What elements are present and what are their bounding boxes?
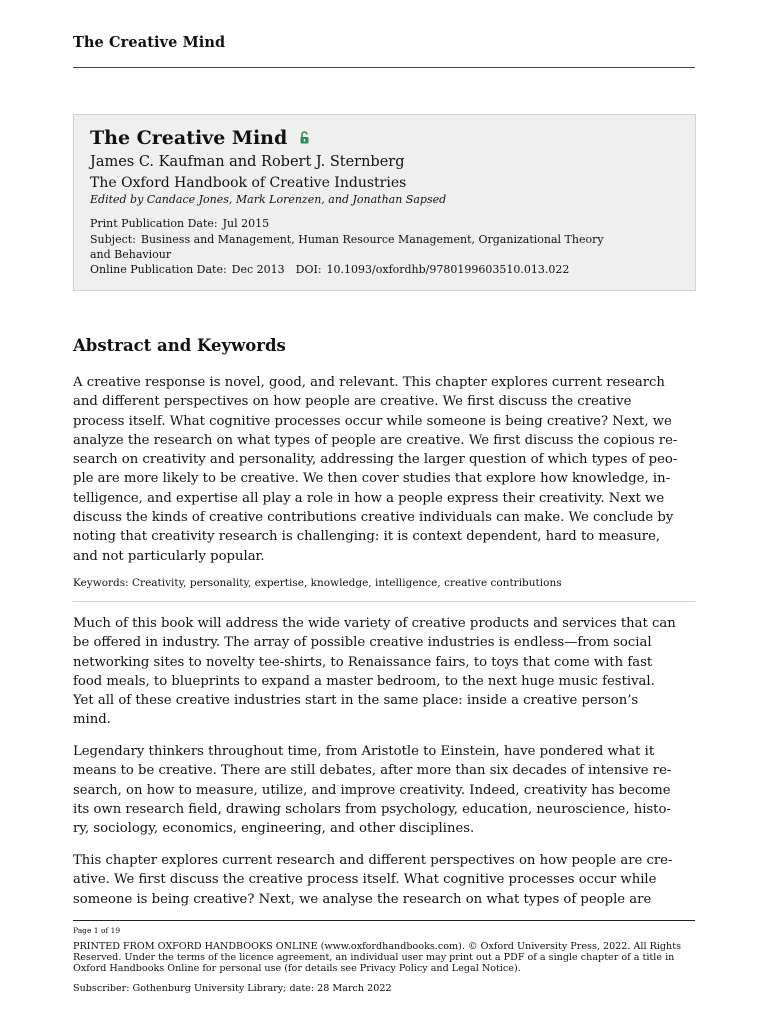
online-publication-value: Dec 2013 — [231, 263, 285, 276]
text-line: ple are more likely to be creative. We then cover studies that explore how knowledge, in- — [73, 471, 671, 487]
body-paragraph-2 — [73, 742, 698, 838]
text-line: process itself. What cognitive processes occur while someone is being creative? Next, we — [73, 413, 672, 429]
chapter-authors[interactable]: James C. Kaufman and Robert J. Sternberg — [90, 154, 405, 170]
print-publication-date — [90, 217, 269, 231]
text-line: means to be creative. There are still debates, after more than six decades of intensive re- — [73, 763, 672, 779]
text-line: This chapter explores current research and different perspectives on how people are cre- — [73, 853, 673, 868]
abstract-heading: Abstract and Keywords — [73, 336, 286, 355]
chapter-metadata-box — [73, 114, 696, 291]
chapter-title-row — [90, 127, 309, 149]
text-line: ry, sociology, economics, engineering, and other disciplines. — [73, 821, 475, 837]
book-title: The Oxford Handbook of Creative Industries — [90, 175, 407, 191]
body-paragraph-1 — [73, 614, 698, 730]
open-access-lock-icon — [300, 127, 309, 149]
print-publication-value: Jul 2015 — [222, 217, 270, 230]
text-line: Yet all of these creative industries start in the same place: inside a creative person’s — [73, 693, 639, 709]
text-line: Much of this book will address the wide variety of creative products and services that can — [73, 616, 676, 631]
subject-value: Business and Management, Human Resource Management, Organizational Theory — [140, 233, 604, 246]
text-line: analyze the research on what types of people are creative. We first discuss the copious re- — [73, 432, 678, 448]
running-head: The Creative Mind — [73, 34, 226, 51]
text-line: and not particularly popular. — [73, 548, 265, 564]
online-publication-label: Online Publication Date: — [90, 263, 227, 276]
print-notice-line: Reserved. Under the terms of the licence agreement, an individual user may print out a PDF of a single chapter of a title in — [73, 952, 675, 963]
print-notice-line: Oxford Handbooks Online for personal use (for details see Privacy Policy and Legal Notice). — [73, 963, 521, 974]
print-publication-label: Print Publication Date: — [90, 217, 218, 230]
text-line: A creative response is novel, good, and relevant. This chapter explores current research — [73, 375, 665, 390]
doi-label: DOI: — [295, 263, 322, 276]
text-line: discuss the kinds of creative contributions creative individuals can make. We conclude by — [73, 510, 674, 526]
footer-divider — [73, 920, 695, 921]
text-line: search on creativity and personality, addressing the larger question of which types of peo- — [73, 452, 678, 468]
text-line: Legendary thinkers throughout time, from Aristotle to Einstein, have pondered what it — [73, 744, 655, 759]
keywords-divider — [73, 601, 695, 602]
text-line: search, on how to measure, utilize, and improve creativity. Indeed, creativity has become — [73, 782, 671, 798]
subject-line-continued: and Behaviour — [90, 248, 172, 261]
text-line: be offered in industry. The array of possible creative industries is endless—from social — [73, 635, 652, 651]
book-editors: Edited by Candace Jones, Mark Lorenzen, and Jonathan Sapsed — [90, 193, 447, 206]
print-notice-line: PRINTED FROM OXFORD HANDBOOKS ONLINE (www.oxfordhandbooks.com). © Oxford University Press, 2022. All Rights — [73, 941, 681, 952]
chapter-title: The Creative Mind — [90, 127, 288, 149]
doi-link[interactable]: 10.1093/oxfordhb/9780199603510.013.022 — [326, 263, 570, 276]
text-line: ative. We first discuss the creative process itself. What cognitive processes occur while — [73, 872, 657, 888]
text-line: its own research field, drawing scholars from psychology, education, neuroscience, histo- — [73, 801, 671, 817]
text-line: someone is being creative? Next, we analyse the research on what types of people are — [73, 891, 652, 907]
header-divider — [73, 67, 695, 68]
text-line: noting that creativity research is challenging: it is context dependent, hard to measure, — [73, 529, 661, 545]
text-line: and different perspectives on how people are creative. We first discuss the creative — [73, 394, 632, 410]
subject-label: Subject: — [90, 233, 136, 246]
abstract-paragraph — [73, 373, 698, 566]
text-line: mind. — [73, 712, 111, 728]
subscriber-line: Subscriber: Gothenburg University Library; date: 28 March 2022 — [73, 983, 392, 994]
text-line: telligence, and expertise all play a role in how a people express their creativity. Next we — [73, 490, 665, 506]
keywords-line: Keywords: Creativity, personality, expertise, knowledge, intelligence, creative contributions — [73, 577, 562, 589]
print-notice — [73, 941, 703, 974]
subject-line — [90, 233, 604, 247]
online-publication-row — [90, 263, 569, 277]
page-number: Page 1 of 19 — [73, 926, 121, 935]
text-line: food meals, to blueprints to expand a master bedroom, to the next huge music festival. — [73, 673, 655, 689]
body-paragraph-3 — [73, 851, 698, 909]
text-line: networking sites to novelty tee-shirts, to Renaissance fairs, to toys that come with fast — [73, 654, 653, 670]
